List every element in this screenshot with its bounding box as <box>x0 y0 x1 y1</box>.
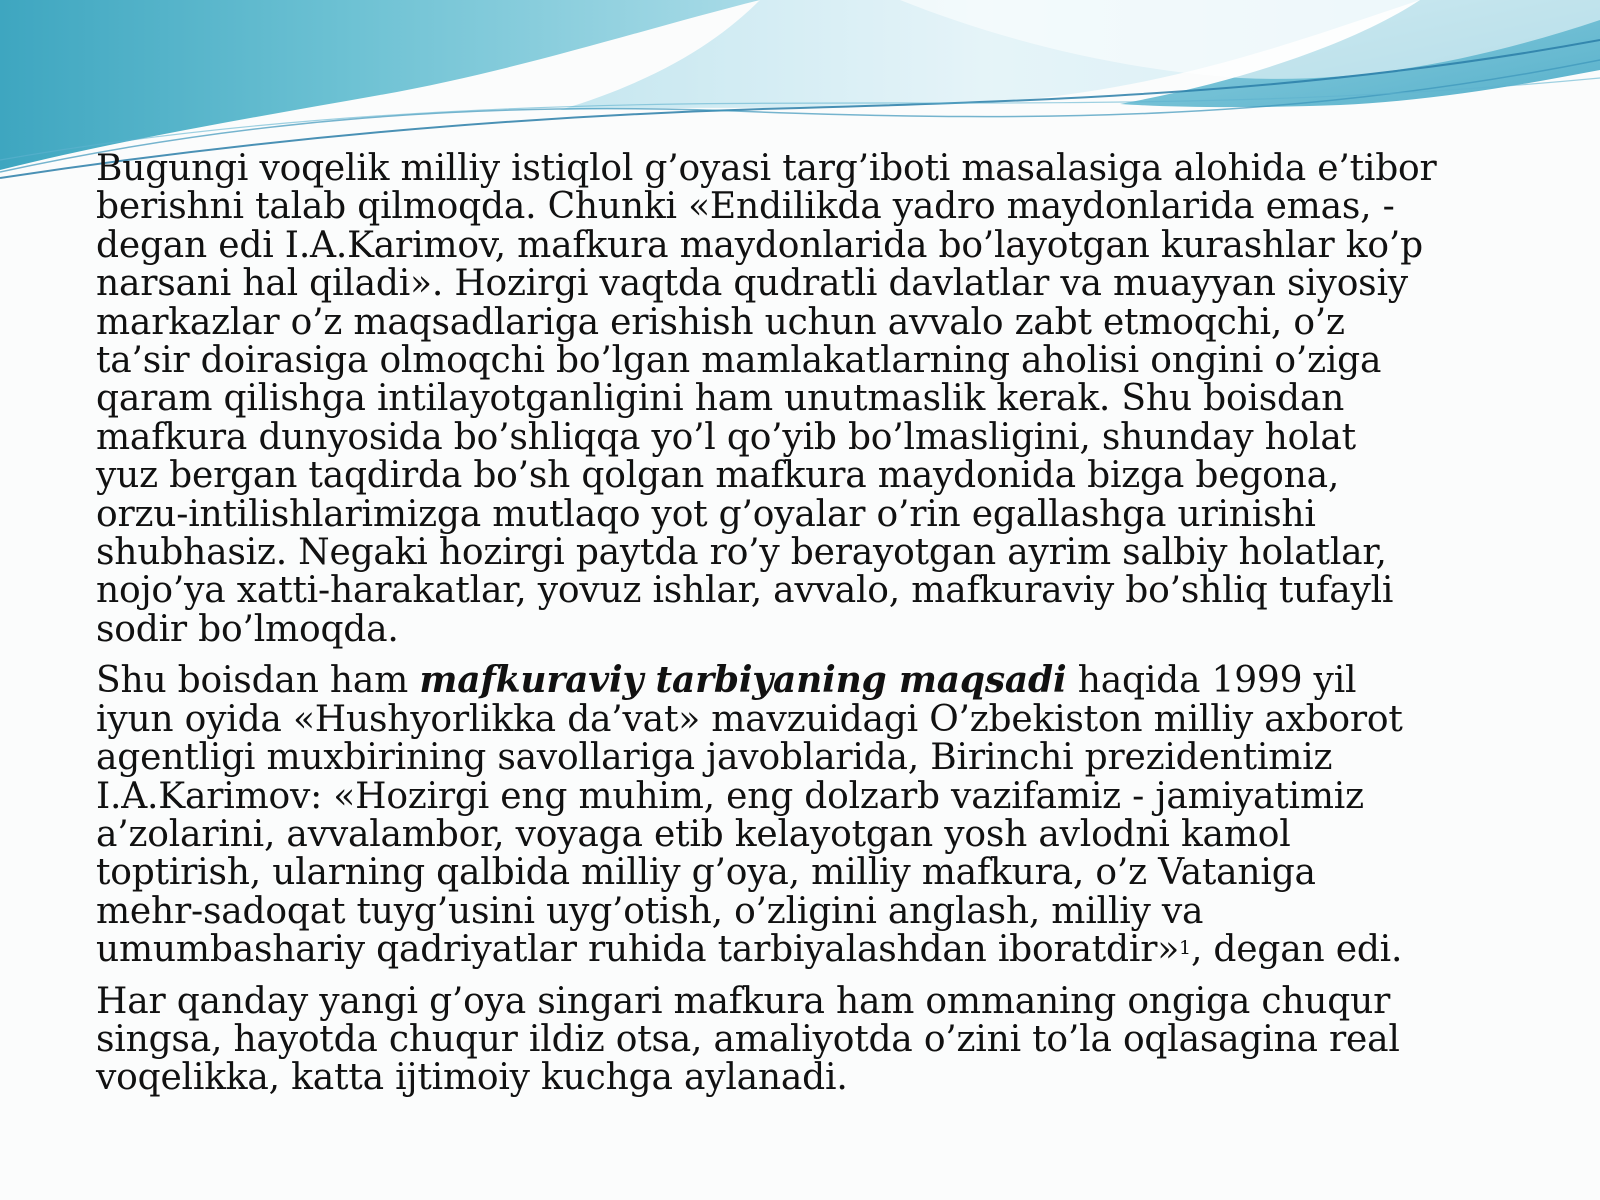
paragraph-2-tail: , degan edi. <box>1190 929 1403 971</box>
emphasis-phrase: mafkuraviy tarbiyaning maqsadi <box>419 659 1067 702</box>
slide-text-body <box>96 150 1536 1110</box>
paragraph-2 <box>96 661 1536 969</box>
footnote-marker: 1 <box>1179 937 1191 960</box>
paragraph-2-lead: Shu boisdan ham <box>96 660 420 702</box>
paragraph-1: Bugungi voqelik milliy istiqlol g’oyasi targ’iboti masalasiga alohida e’tibor berishni talab qilmoqda. Chunki «Endilikda yadro maydonlarida emas, - degan edi I.A.Karimov, mafkura maydonlarida bo’layotgan kurashlar ko’p narsani hal qiladi». Hozirgi vaqtda qudratli davlatlar va muayyan siyosiy markazlar o’z maqsadlariga erishish uchun avvalo zabt etmoqchi, o’z ta’sir doirasiga olmoqchi bo’lgan mamlakatlarning aholisi ongini o’ziga qaram qilishga intilayotganligini ham unutmaslik kerak. Shu boisdan mafkura dunyosida bo’shliqqa yo’l qo’yib bo’lmasligini, shunday holat yuz bergan taqdirda bo’sh qolgan mafkura maydonida bizga begona, orzu-intilishlarimizga mutlaqo yot g’oyalar o’rin egallashga urinishi shubhasiz. Negaki hozirgi paytda ro’y berayotgan ayrim salbiy holatlar, nojo’ya xatti-harakatlar, yovuz ishlar, avvalo, mafkuraviy bo’shliq tufayli sodir bo’lmoqda. <box>96 148 1437 650</box>
paragraph-2-body: haqida 1999 yil iyun oyida «Hushyorlikka da’vat» mavzuidagi O’zbekiston milliy axborot agentligi muxbirining savollariga javoblarida, Birinchi prezidentimiz I.A.Karimov: «Hozirgi eng muhim, eng dolzarb vazifamiz - jamiyatimiz a’zolarini, avvalambor, voyaga etib kelayotgan yosh avlodni kamol toptirish, ularning qalbida milliy g’oya, milliy mafkura, o’z Vataniga mehr-sadoqat tuyg’usini uyg’otish, o’zligini anglash, milliy va umumbashariy qadriyatlar ruhida tarbiyalashdan iboratdir» <box>96 660 1403 971</box>
paragraph-3: Har qanday yangi g’oya singari mafkura ham ommaning ongiga chuqur singsa, hayotda chuqur ildiz otsa, amaliyotda o’zini to’la oqlasagina real voqelikka, katta ijtimoiy kuchga aylanadi. <box>96 980 1400 1099</box>
